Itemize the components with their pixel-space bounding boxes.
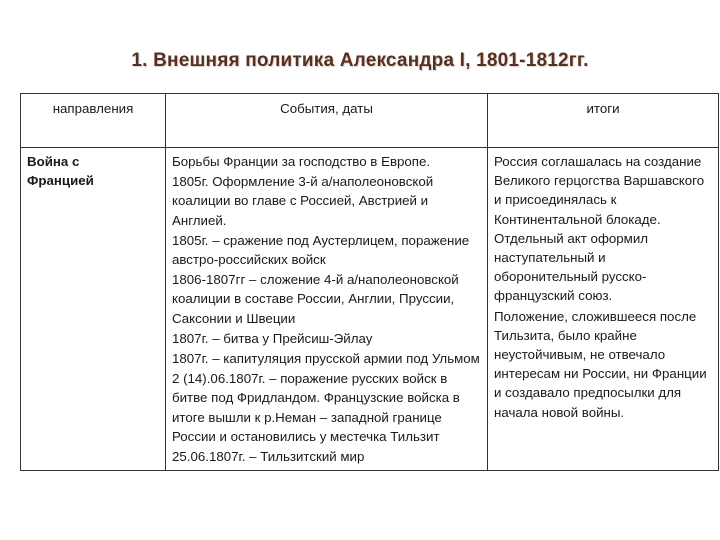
- policy-table: [20, 93, 719, 471]
- table-row: [21, 148, 719, 471]
- slide-title: 1. Внешняя политика Александра I, 1801-1812гг.: [131, 50, 589, 71]
- event-item: 1807г. – капитуляция прусской армии под Ульмом: [172, 351, 480, 367]
- header-direction: направления: [21, 94, 166, 148]
- direction-line: Францией: [27, 173, 94, 189]
- result-item: Россия соглашалась на создание Великого герцогства Варшавского и присоединялась к Континентальной блокаде. Отдельный акт оформил наступательный и оборонительный русско-французский союз.: [494, 154, 705, 304]
- direction-line: Война с: [27, 154, 80, 169]
- event-item: 25.06.1807г. – Тильзитский мир: [172, 449, 365, 465]
- event-item: 1807г. – битва у Прейсиш-Эйлау: [172, 330, 373, 346]
- header-events: События, даты: [166, 94, 488, 148]
- event-item: 1805г. Оформление 3-й а/наполеоновской коалиции во главе с Россией, Австрией и Англией.: [172, 174, 434, 228]
- event-item: Борьбы Франции за господство в Европе.: [172, 154, 431, 169]
- result-item: Положение, сложившееся после Тильзита, было крайне неустойчивым, не отвечало интересам ни России, ни Франции и создавало предпосылки для начала новой войны.: [494, 308, 707, 420]
- table-header-row: [21, 94, 719, 148]
- event-item: 1806-1807гг – сложение 4-й а/наполеоновской коалиции в составе России, Англии, Пруссии, Саксонии и Швеции: [172, 272, 459, 326]
- event-item: 1805г. – сражение под Аустерлицем, поражение австро-российских войск: [172, 232, 470, 268]
- event-item: 2 (14).06.1807г. – поражение русских войск в битве под Фридландом. Французские войска в итоге вышли к р.Неман – западной границе России и остановились у местечка Тильзит: [172, 371, 460, 444]
- header-results: итоги: [488, 94, 719, 148]
- direction-cell: [21, 148, 166, 471]
- events-cell: [166, 148, 488, 471]
- results-cell: [488, 148, 719, 471]
